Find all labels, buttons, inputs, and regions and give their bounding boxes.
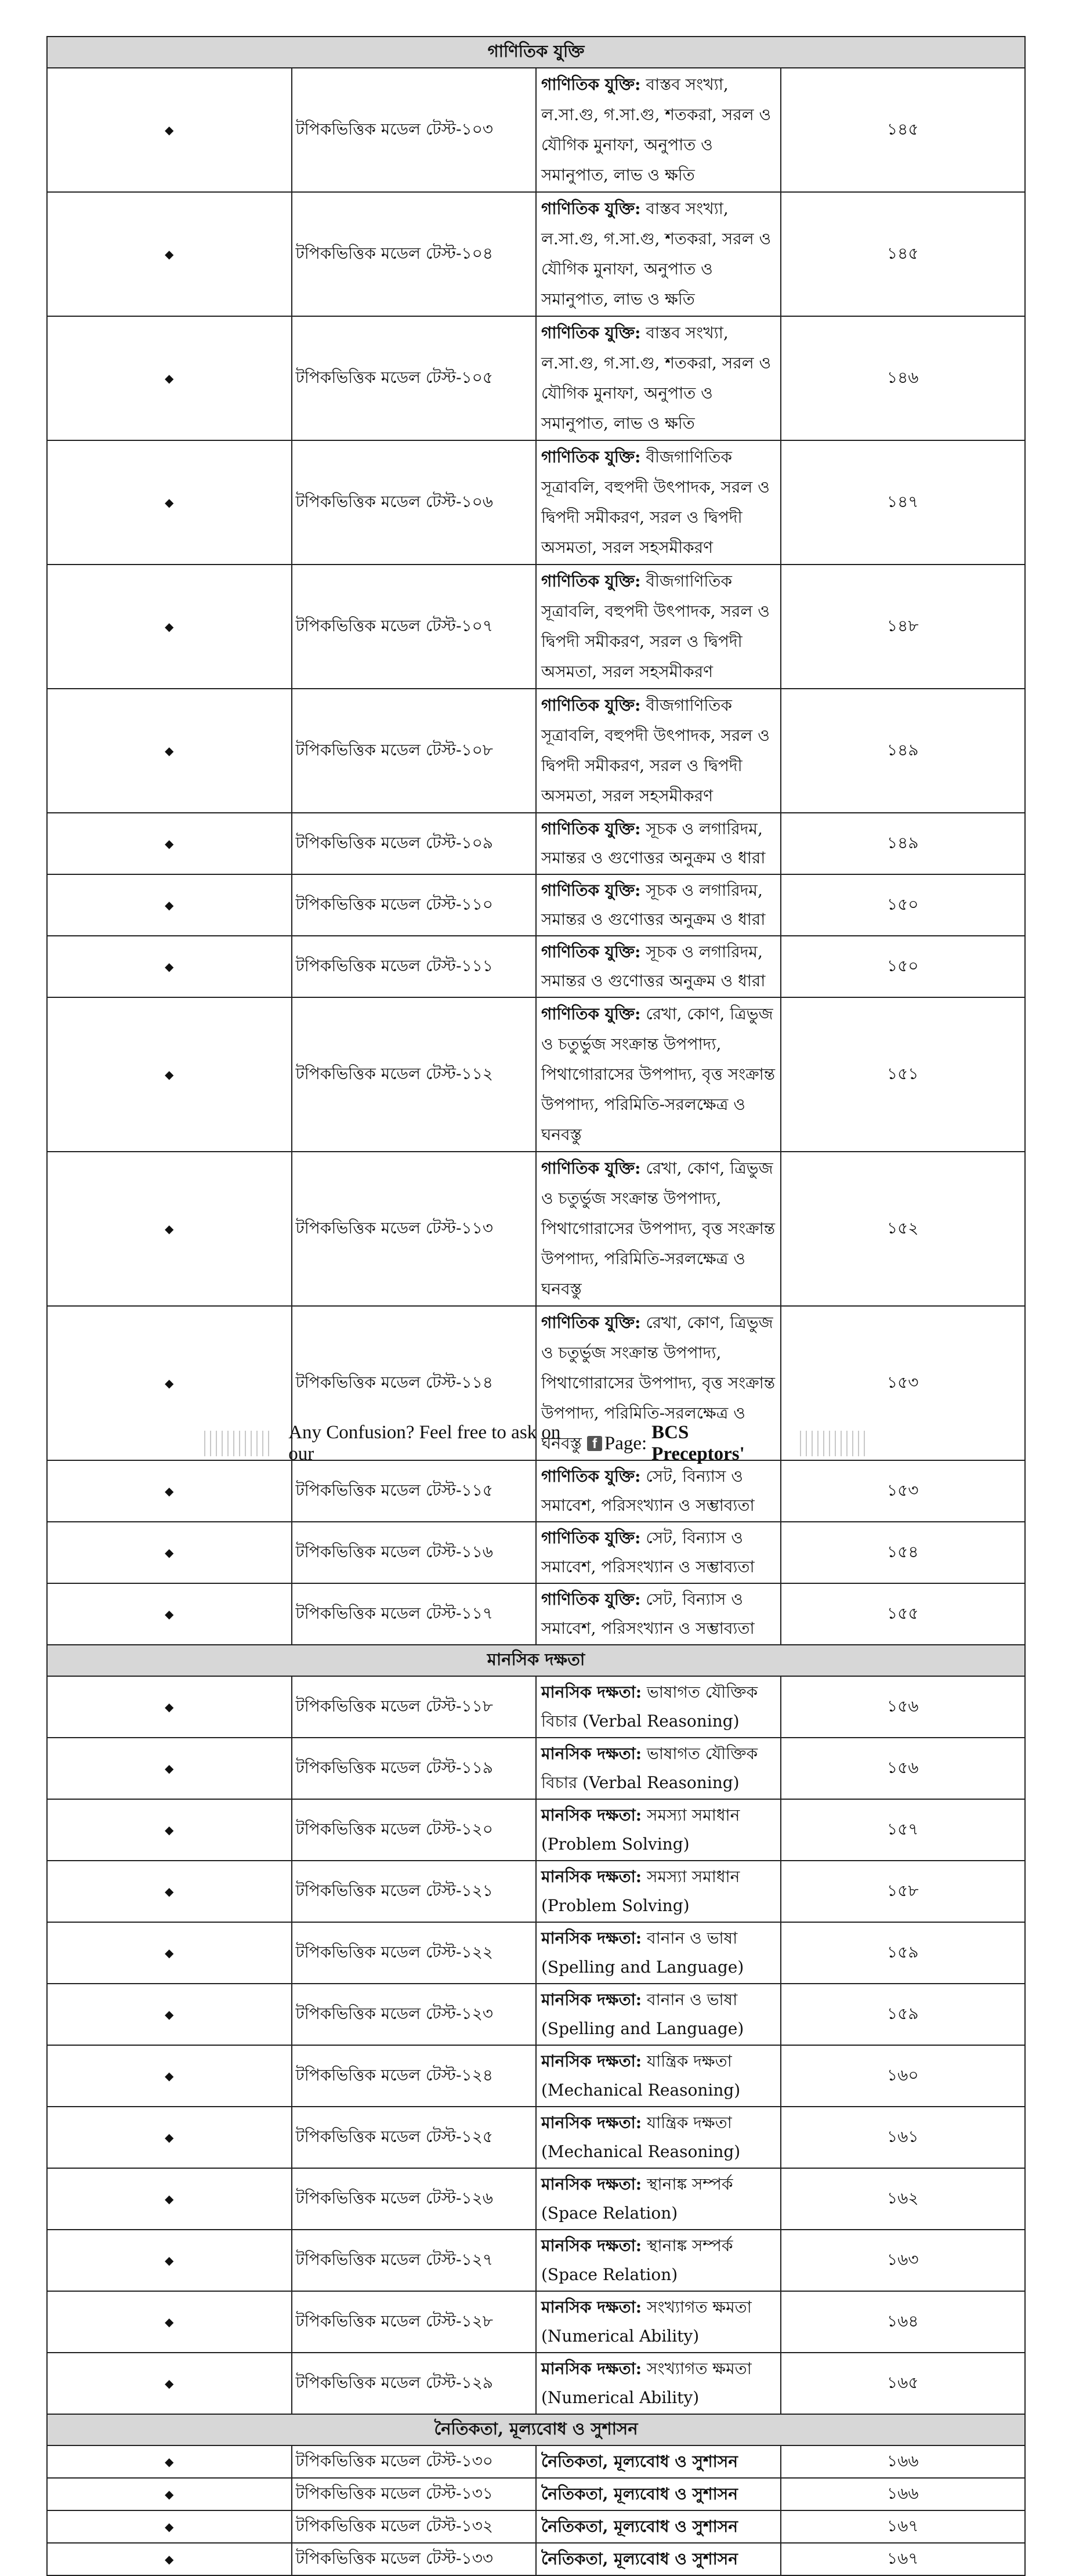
table-row: [47, 68, 1025, 192]
bullet-icon: ◆: [47, 2543, 292, 2575]
subject-label: গাণিতিক যুক্তি:: [541, 1159, 641, 1178]
table-row: [47, 1861, 1025, 1922]
page-number: ১৫৬: [781, 1738, 1026, 1799]
test-name: টপিকভিত্তিক মডেল টেস্ট-১০৮: [292, 689, 537, 813]
page-number: ১৪৯: [781, 689, 1026, 813]
page-number: ১৬৩: [781, 2230, 1026, 2291]
topic-cell: [536, 316, 781, 440]
topic-text: সংখ্যাগত ক্ষমতা (Numerical Ability): [541, 2298, 752, 2346]
bullet-icon: ◆: [47, 1583, 292, 1645]
page-number: ১৪৭: [781, 440, 1026, 565]
page-number: ১৫৬: [781, 1676, 1026, 1738]
subject-label: গাণিতিক যুক্তি:: [541, 323, 641, 342]
topic-text: রেখা, কোণ, ত্রিভুজ ও চতুর্ভুজ সংক্রান্ত উপপাদ্য, পিথাগোরাসের উপপাদ্য, বৃত্ত সংক্রান্ত উপপাদ্য, পরিমিতি-সরলক্ষেত্র ও ঘনবস্তু: [541, 1159, 776, 1298]
topic-cell: [536, 2543, 781, 2575]
bullet-icon: ◆: [47, 997, 292, 1152]
bullet-icon: ◆: [47, 874, 292, 936]
page-number: ১৪৬: [781, 316, 1026, 440]
topic-text: রেখা, কোণ, ত্রিভুজ ও চতুর্ভুজ সংক্রান্ত উপপাদ্য, পিথাগোরাসের উপপাদ্য, বৃত্ত সংক্রান্ত উপপাদ্য, পরিমিতি-সরলক্ষেত্র ও ঘনবস্তু: [541, 1313, 776, 1453]
topic-cell: [536, 440, 781, 565]
test-name: টপিকভিত্তিক মডেল টেস্ট-১৩০: [292, 2445, 537, 2478]
subject-label: নৈতিকতা, মূল্যবোধ ও সুশাসন: [541, 2517, 738, 2536]
table-row: [47, 316, 1025, 440]
test-name: টপিকভিত্তিক মডেল টেস্ট-১১৭: [292, 1583, 537, 1645]
test-name: টপিকভিত্তিক মডেল টেস্ট-১২৩: [292, 1984, 537, 2045]
bullet-icon: ◆: [47, 192, 292, 316]
topic-cell: [536, 2353, 781, 2414]
subject-label: মানসিক দক্ষতা:: [541, 2052, 642, 2071]
topic-cell: [536, 874, 781, 936]
test-name: টপিকভিত্তিক মডেল টেস্ট-১২৪: [292, 2045, 537, 2107]
bullet-icon: ◆: [47, 936, 292, 997]
table-row: [47, 1738, 1025, 1799]
footer-text: Any Confusion? Feel free to ask on our: [288, 1422, 561, 1464]
topic-text: বীজগাণিতিক সূত্রাবলি, বহুপদী উৎপাদক, সরল ও দ্বিপদী সমীকরণ, সরল ও দ্বিপদী অসমতা, সরল সহসমীকরণ: [541, 571, 770, 681]
table-row: [47, 689, 1025, 813]
test-name: টপিকভিত্তিক মডেল টেস্ট-১০৯: [292, 813, 537, 874]
contents-table: [46, 36, 1026, 2576]
subject-label: নৈতিকতা, মূল্যবোধ ও সুশাসন: [541, 2484, 738, 2503]
topic-text: সূচক ও লগারিদম, সমান্তর ও গুণোত্তর অনুক্রম ও ধারা: [541, 819, 766, 867]
subject-label: মানসিক দক্ষতা:: [541, 1744, 642, 1763]
subject-label: মানসিক দক্ষতা:: [541, 2359, 642, 2378]
subject-label: নৈতিকতা, মূল্যবোধ ও সুশাসন: [541, 2549, 738, 2568]
page-number: ১৬০: [781, 2045, 1026, 2107]
bullet-icon: ◆: [47, 1460, 292, 1522]
topic-cell: [536, 2478, 781, 2510]
bullet-icon: ◆: [47, 2045, 292, 2107]
section-header-row: [47, 2414, 1025, 2445]
test-name: টপিকভিত্তিক মডেল টেস্ট-১২২: [292, 1922, 537, 1984]
subject-label: গাণিতিক যুক্তি:: [541, 1590, 641, 1609]
page-number: ১৫৯: [781, 1922, 1026, 1984]
topic-text: যান্ত্রিক দক্ষতা (Mechanical Reasoning): [541, 2052, 741, 2100]
subject-label: গাণিতিক যুক্তি:: [541, 1313, 641, 1332]
bullet-icon: ◆: [47, 1799, 292, 1861]
page-number: ১৪৫: [781, 68, 1026, 192]
table-row: [47, 997, 1025, 1152]
toc-sheet: [46, 36, 1026, 2576]
section-header-row: [47, 37, 1025, 68]
subject-label: গাণিতিক যুক্তি:: [541, 881, 641, 900]
topic-text: স্থানাঙ্ক সম্পর্ক (Space Relation): [541, 2236, 733, 2284]
topic-text: সূচক ও লগারিদম, সমান্তর ও গুণোত্তর অনুক্রম ও ধারা: [541, 942, 766, 990]
test-name: টপিকভিত্তিক মডেল টেস্ট-১২৮: [292, 2291, 537, 2353]
test-name: টপিকভিত্তিক মডেল টেস্ট-১২০: [292, 1799, 537, 1861]
topic-text: বানান ও ভাষা (Spelling and Language): [541, 1929, 744, 1977]
topic-cell: [536, 1583, 781, 1645]
test-name: টপিকভিত্তিক মডেল টেস্ট-১৩৩: [292, 2543, 537, 2575]
test-name: টপিকভিত্তিক মডেল টেস্ট-১১৪: [292, 1306, 537, 1460]
test-name: টপিকভিত্তিক মডেল টেস্ট-১১৩: [292, 1152, 537, 1306]
topic-text: স্থানাঙ্ক সম্পর্ক (Space Relation): [541, 2175, 733, 2223]
subject-label: নৈতিকতা, মূল্যবোধ ও সুশাসন: [541, 2452, 738, 2471]
topic-cell: [536, 565, 781, 689]
page-number: ১৬৫: [781, 2353, 1026, 2414]
subject-label: গাণিতিক যুক্তি:: [541, 1004, 641, 1023]
topic-text: রেখা, কোণ, ত্রিভুজ ও চতুর্ভুজ সংক্রান্ত উপপাদ্য, পিথাগোরাসের উপপাদ্য, বৃত্ত সংক্রান্ত উপপাদ্য, পরিমিতি-সরলক্ষেত্র ও ঘনবস্তু: [541, 1004, 776, 1144]
topic-cell: [536, 1799, 781, 1861]
bullet-icon: ◆: [47, 316, 292, 440]
topic-cell: [536, 689, 781, 813]
page-number: ১৫৪: [781, 1522, 1026, 1583]
topic-text: সমস্যা সমাধান (Problem Solving): [541, 1806, 740, 1854]
table-row: [47, 2230, 1025, 2291]
topic-cell: [536, 2168, 781, 2230]
footer: [204, 1422, 868, 1464]
bullet-icon: ◆: [47, 1922, 292, 1984]
topic-cell: [536, 936, 781, 997]
section-title: নৈতিকতা, মূল্যবোধ ও সুশাসন: [47, 2414, 1025, 2445]
bullet-icon: ◆: [47, 440, 292, 565]
topic-cell: [536, 2445, 781, 2478]
page-number: ১৫২: [781, 1152, 1026, 1306]
topic-cell: [536, 68, 781, 192]
bullet-icon: ◆: [47, 2168, 292, 2230]
test-name: টপিকভিত্তিক মডেল টেস্ট-১২৭: [292, 2230, 537, 2291]
page-number: ১৫৭: [781, 1799, 1026, 1861]
subject-label: গাণিতিক যুক্তি:: [541, 1528, 641, 1547]
test-name: টপিকভিত্তিক মডেল টেস্ট-১২১: [292, 1861, 537, 1922]
page-number: ১৫৩: [781, 1306, 1026, 1460]
table-row: [47, 1984, 1025, 2045]
table-row: [47, 192, 1025, 316]
topic-cell: [536, 1676, 781, 1738]
subject-label: গাণিতিক যুক্তি:: [541, 571, 641, 591]
page-number: ১৫০: [781, 936, 1026, 997]
topic-cell: [536, 1922, 781, 1984]
test-name: টপিকভিত্তিক মডেল টেস্ট-১১৮: [292, 1676, 537, 1738]
bullet-icon: ◆: [47, 689, 292, 813]
page-number: ১৬৭: [781, 2510, 1026, 2543]
test-name: টপিকভিত্তিক মডেল টেস্ট-১১৬: [292, 1522, 537, 1583]
footer-decoration-right: [800, 1431, 868, 1456]
test-name: টপিকভিত্তিক মডেল টেস্ট-১২৯: [292, 2353, 537, 2414]
topic-text: বাস্তব সংখ্যা, ল.সা.গু, গ.সা.গু, শতকরা, সরল ও যৌগিক মুনাফা, অনুপাত ও সমানুপাত, লাভ ও ক্ষতি: [541, 75, 772, 184]
topic-text: সমস্যা সমাধান (Problem Solving): [541, 1867, 740, 1915]
test-name: টপিকভিত্তিক মডেল টেস্ট-১০৫: [292, 316, 537, 440]
topic-text: সেট, বিন্যাস ও সমাবেশ, পরিসংখ্যান ও সম্ভাব্যতা: [541, 1590, 755, 1638]
subject-label: গাণিতিক যুক্তি:: [541, 1467, 641, 1486]
topic-cell: [536, 2291, 781, 2353]
bullet-icon: ◆: [47, 2291, 292, 2353]
topic-cell: [536, 1984, 781, 2045]
page-number: ১৬৬: [781, 2445, 1026, 2478]
bullet-icon: ◆: [47, 813, 292, 874]
test-name: টপিকভিত্তিক মডেল টেস্ট-১০৩: [292, 68, 537, 192]
subject-label: মানসিক দক্ষতা:: [541, 2298, 642, 2317]
table-row: [47, 1676, 1025, 1738]
bullet-icon: ◆: [47, 2478, 292, 2510]
table-row: [47, 874, 1025, 936]
facebook-icon: f: [587, 1436, 602, 1451]
topic-text: বাস্তব সংখ্যা, ল.সা.গু, গ.সা.গু, শতকরা, সরল ও যৌগিক মুনাফা, অনুপাত ও সমানুপাত, লাভ ও ক্ষতি: [541, 199, 772, 309]
page-number: ১৬২: [781, 2168, 1026, 2230]
topic-cell: [536, 1522, 781, 1583]
subject-label: মানসিক দক্ষতা:: [541, 1806, 642, 1825]
bullet-icon: ◆: [47, 1861, 292, 1922]
footer-page-name[interactable]: BCS Preceptors': [651, 1422, 745, 1464]
table-row: [47, 2291, 1025, 2353]
topic-text: সংখ্যাগত ক্ষমতা (Numerical Ability): [541, 2359, 752, 2407]
table-row: [47, 1152, 1025, 1306]
bullet-icon: ◆: [47, 1984, 292, 2045]
table-row: [47, 565, 1025, 689]
page-number: ১৫১: [781, 997, 1026, 1152]
topic-text: বীজগাণিতিক সূত্রাবলি, বহুপদী উৎপাদক, সরল ও দ্বিপদী সমীকরণ, সরল ও দ্বিপদী অসমতা, সরল সহসমীকরণ: [541, 696, 770, 805]
test-name: টপিকভিত্তিক মডেল টেস্ট-১১৯: [292, 1738, 537, 1799]
topic-cell: [536, 1738, 781, 1799]
topic-cell: [536, 1460, 781, 1522]
section-title: গাণিতিক যুক্তি: [47, 37, 1025, 68]
bullet-icon: ◆: [47, 1738, 292, 1799]
bullet-icon: ◆: [47, 1306, 292, 1460]
bullet-icon: ◆: [47, 2107, 292, 2168]
page-number: ১৪৫: [781, 192, 1026, 316]
table-row: [47, 1522, 1025, 1583]
subject-label: গাণিতিক যুক্তি:: [541, 942, 641, 961]
bullet-icon: ◆: [47, 2230, 292, 2291]
footer-page-label: Page:: [604, 1432, 647, 1454]
bullet-icon: ◆: [47, 2445, 292, 2478]
test-name: টপিকভিত্তিক মডেল টেস্ট-১২৬: [292, 2168, 537, 2230]
test-name: টপিকভিত্তিক মডেল টেস্ট-১১২: [292, 997, 537, 1152]
bullet-icon: ◆: [47, 1152, 292, 1306]
section-title: মানসিক দক্ষতা: [47, 1645, 1025, 1676]
topic-cell: [536, 2045, 781, 2107]
subject-label: গাণিতিক যুক্তি:: [541, 696, 641, 715]
table-row: [47, 2445, 1025, 2478]
topic-cell: [536, 2107, 781, 2168]
page-number: ১৫৫: [781, 1583, 1026, 1645]
page-number: ১৬৭: [781, 2543, 1026, 2575]
test-name: টপিকভিত্তিক মডেল টেস্ট-১৩১: [292, 2478, 537, 2510]
page-number: ১৫৩: [781, 1460, 1026, 1522]
table-row: [47, 2045, 1025, 2107]
bullet-icon: ◆: [47, 1522, 292, 1583]
page-number: ১৬১: [781, 2107, 1026, 2168]
topic-cell: [536, 813, 781, 874]
topic-text: ভাষাগত যৌক্তিক বিচার (Verbal Reasoning): [541, 1744, 758, 1792]
subject-label: মানসিক দক্ষতা:: [541, 1683, 642, 1702]
table-row: [47, 813, 1025, 874]
topic-text: সূচক ও লগারিদম, সমান্তর ও গুণোত্তর অনুক্রম ও ধারা: [541, 881, 766, 929]
bullet-icon: ◆: [47, 68, 292, 192]
page-number: ১৬৬: [781, 2478, 1026, 2510]
topic-text: সেট, বিন্যাস ও সমাবেশ, পরিসংখ্যান ও সম্ভাব্যতা: [541, 1528, 755, 1576]
topic-cell: [536, 2230, 781, 2291]
subject-label: মানসিক দক্ষতা:: [541, 1929, 642, 1948]
test-name: টপিকভিত্তিক মডেল টেস্ট-১১০: [292, 874, 537, 936]
topic-cell: [536, 1152, 781, 1306]
page-number: ১৬৪: [781, 2291, 1026, 2353]
bullet-icon: ◆: [47, 1676, 292, 1738]
subject-label: গাণিতিক যুক্তি:: [541, 447, 641, 466]
test-name: টপিকভিত্তিক মডেল টেস্ট-১০৭: [292, 565, 537, 689]
table-row: [47, 1583, 1025, 1645]
test-name: টপিকভিত্তিক মডেল টেস্ট-১১১: [292, 936, 537, 997]
subject-label: গাণিতিক যুক্তি:: [541, 75, 641, 94]
test-name: টপিকভিত্তিক মডেল টেস্ট-১২৫: [292, 2107, 537, 2168]
topic-text: বাস্তব সংখ্যা, ল.সা.গু, গ.সা.গু, শতকরা, সরল ও যৌগিক মুনাফা, অনুপাত ও সমানুপাত, লাভ ও ক্ষতি: [541, 323, 772, 433]
subject-label: মানসিক দক্ষতা:: [541, 2236, 642, 2255]
page-number: ১৫৮: [781, 1861, 1026, 1922]
subject-label: মানসিক দক্ষতা:: [541, 1990, 642, 2009]
table-row: [47, 2353, 1025, 2414]
topic-text: বানান ও ভাষা (Spelling and Language): [541, 1990, 744, 2038]
page-number: ১৫০: [781, 874, 1026, 936]
subject-label: মানসিক দক্ষতা:: [541, 2175, 642, 2194]
bullet-icon: ◆: [47, 2353, 292, 2414]
table-row: [47, 1799, 1025, 1861]
subject-label: গাণিতিক যুক্তি:: [541, 819, 641, 838]
subject-label: মানসিক দক্ষতা:: [541, 1867, 642, 1886]
subject-label: গাণিতিক যুক্তি:: [541, 199, 641, 218]
topic-cell: [536, 1861, 781, 1922]
table-row: [47, 936, 1025, 997]
bullet-icon: ◆: [47, 2510, 292, 2543]
page-number: ১৫৯: [781, 1984, 1026, 2045]
topic-text: বীজগাণিতিক সূত্রাবলি, বহুপদী উৎপাদক, সরল ও দ্বিপদী সমীকরণ, সরল ও দ্বিপদী অসমতা, সরল সহসমীকরণ: [541, 447, 770, 557]
test-name: টপিকভিত্তিক মডেল টেস্ট-১০৬: [292, 440, 537, 565]
test-name: টপিকভিত্তিক মডেল টেস্ট-১৩২: [292, 2510, 537, 2543]
table-row: [47, 2168, 1025, 2230]
topic-cell: [536, 2510, 781, 2543]
subject-label: মানসিক দক্ষতা:: [541, 2113, 642, 2132]
table-row: [47, 440, 1025, 565]
topic-cell: [536, 192, 781, 316]
test-name: টপিকভিত্তিক মডেল টেস্ট-১১৫: [292, 1460, 537, 1522]
section-header-row: [47, 1645, 1025, 1676]
test-name: টপিকভিত্তিক মডেল টেস্ট-১০৪: [292, 192, 537, 316]
table-row: [47, 2510, 1025, 2543]
topic-text: যান্ত্রিক দক্ষতা (Mechanical Reasoning): [541, 2113, 741, 2161]
page-number: ১৪৮: [781, 565, 1026, 689]
topic-cell: [536, 997, 781, 1152]
table-row: [47, 1922, 1025, 1984]
bullet-icon: ◆: [47, 565, 292, 689]
table-row: [47, 1460, 1025, 1522]
table-row: [47, 2543, 1025, 2575]
topic-text: সেট, বিন্যাস ও সমাবেশ, পরিসংখ্যান ও সম্ভাব্যতা: [541, 1467, 755, 1515]
footer-decoration-left: [204, 1431, 272, 1456]
page-number: ১৪৯: [781, 813, 1026, 874]
topic-text: ভাষাগত যৌক্তিক বিচার (Verbal Reasoning): [541, 1683, 758, 1731]
table-row: [47, 2478, 1025, 2510]
table-row: [47, 2107, 1025, 2168]
